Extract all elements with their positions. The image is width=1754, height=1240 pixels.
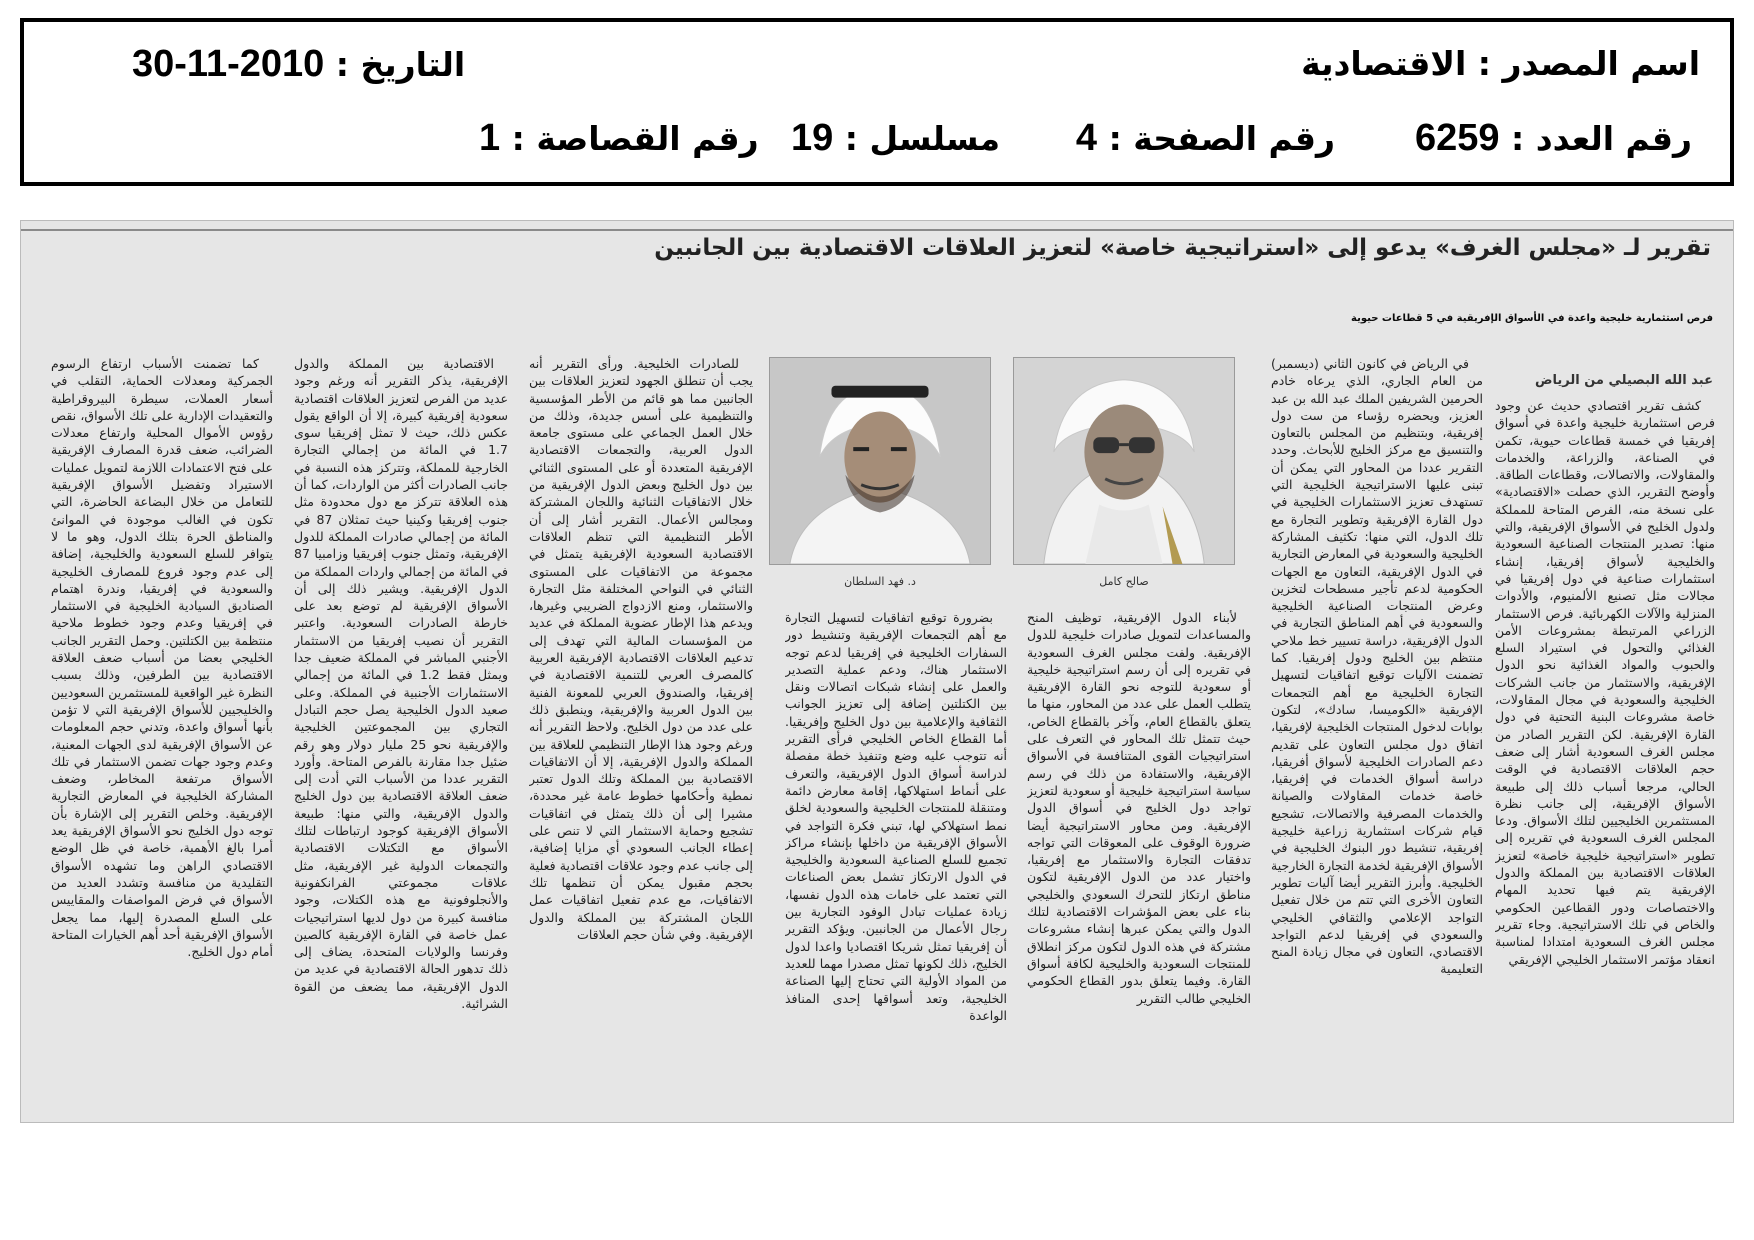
page-label: رقم الصفحة : — [1108, 119, 1335, 158]
text-column-5: للصادرات الخليجية. ورأى التقرير أنه يجب أن تنطلق الجهود لتعزيز العلاقات بين الجانبين مما هو قائم من الأطر المؤسسية والتنظيمية على أسس جديدة، وذلك من خلال العمل الجماعي على مستوى جامعة الدول العربية، والتجمعات الاقتصادية الإفريقية المتعددة أو على المستوى الثنائي بين دول الخليج وبعض الدول الإفريقية من خلال الاتفاقيات الثنائية واللجان المشتركة ومجالس الأعمال. التقرير أشار إلى أن الأطر التنظيمية التي تنظم العلاقات الاقتصادية السعودية الإفريقية يتمثل في مجموعة من الاتفاقيات على المستوى الثنائي في النواحي المختلفة مثل التجارة والاستثمار، ومنع الازدواج الضريبي وغيرها، ويدعم هذا الإطار عضوية المملكة في عديد من المؤسسات المالية التي تهدف إلى تدعيم العلاقات الاقتصادية الإفريقية العربية كالمصرف العربي للتنمية الاقتصادية في إفريقيا، والصندوق العربي للمعونة الفنية بين الدول العربية والإفريقية، وينطبق ذلك على عدد من دول الخليج. ولاحظ التقرير أنه ورغم وجود هذا الإطار التنظيمي للعلاقة بين المملكة والدول الإفريقية، إلا أن الاتفاقيات الاقتصادية بين المملكة وتلك الدول تعتبر نمطية وأحكامها خطوط عامة غير محددة، مشيرا إلى أن ذلك يتمثل في اتفاقيات تشجيع وحماية الاستثمار التي لا تنص على إعطاء الجانب السعودي أي مزايا إضافية، إلى جانب عدم وجود علاقات اقتصادية فعلية بحجم مقبول يمكن أن تنظمها تلك الاتفاقيات، مع عدم تفعيل اتفاقيات عمل اللجان المشتركة بين المملكة والدول الإفريقية. وفي شأن حجم العلاقات — [529, 356, 753, 942]
page-field — [1076, 118, 1335, 159]
portrait-1-image — [1014, 358, 1234, 564]
clip-value: 1 — [479, 117, 501, 159]
newspaper-clipping — [20, 220, 1734, 1123]
issue-value: 6259 — [1414, 117, 1500, 159]
serial-label: مسلسل : — [844, 119, 1000, 158]
photo-1-caption: صالح كامل — [1099, 575, 1149, 588]
article-headline: فرص استثمارية خليجية واعدة في الأسواق الإفريقية في 5 قطاعات حيوية — [1351, 313, 1713, 324]
page-value: 4 — [1075, 117, 1098, 159]
article-byline: عبد الله البصيلي من الرياض — [1535, 373, 1713, 388]
date-field — [132, 44, 465, 85]
portrait-2-image — [770, 358, 990, 564]
text-column-3: لأبناء الدول الإفريقية، توظيف المنح والمساعدات لتمويل صادرات خليجية للدول الإفريقية. ولفت مجلس الغرف السعودية في تقريره إلى أن رسم استراتيجية خليجية أو سعودية للتوجه نحو القارة الإفريقية يتطلب العمل على عدد من المحاور، منها ما يتعلق بالقطاع العام، وآخر بالقطاع الخاص، حيث تتمثل تلك المحاور في التعرف على استراتيجيات القوى المتنافسة في الأسواق الإفريقية، والاستفادة من ذلك في رسم سياسة استراتيجية خليجية أو سعودية لتعزيز تواجد دول الخليج في أسواق الدول الإفريقية. ومن محاور الاستراتيجية أيضا ضرورة الوقوف على المعوقات التي تواجه تدفقات التجارة والاستثمار مع إفريقيا، واختيار عدد من الدول الإفريقية لتكون مناطق ارتكاز للتحرك السعودي والخليجي بناء على بعض المؤشرات الاقتصادية لتلك الدول والتي يمكن عبرها إنشاء مشروعات مشتركة في هذه الدول لتكون مركز انطلاق للمنتجات السعودية والخليجية لكافة أسواق القارة. وفيما يتعلق بدور القطاع الحكومي الخليجي طالب التقرير — [1027, 610, 1251, 1006]
source-value: الاقتصادية — [1301, 44, 1467, 83]
text-column-1: كشف تقرير اقتصادي حديث عن وجود فرص استثمارية خليجية واعدة في أسواق إفريقيا في خمسة قطاعات حيوية، تكمن في الصناعة، والزراعة، والخدمات والمقاولات، والاتصالات، وقطاعات الطاقة. وأوضح التقرير، الذي حصلت «الاقتصادية» على نسخة منه، الفرص المتاحة للمملكة ولدول الخليج في الأسواق الإفريقية، والتي منها: تصدير المنتجات الصناعية السعودية والخليجية لأسواق إفريقيا، إنشاء استثمارات صناعية في دول إفريقيا في مجالات مثل تصنيع الألمنيوم، والأدوات المنزلية والآلات الكهربائية. فرص الاستثمار الزراعي المرتبطة بمشروعات الأمن الغذائي والتحول في استيراد السلع والحبوب والمواد الغذائية نحو الدول الإفريقية، والاستثمار من جانب الشركات الخليجية والسعودية في مجال المقاولات، خاصة مشروعات البنية التحتية في دول القارة الإفريقية. لكن التقرير الصادر من مجلس الغرف السعودية أشار إلى ضعف حجم العلاقات الاقتصادية في الوقت الحالي، مرجعا أسباب ذلك إلى طبيعة الأسواق الإفريقية، إلى جانب نظرة المستثمرين الخليجيين لتلك الأسواق. ودعا المجلس الغرف السعودية في تقريره إلى تطوير «استراتيجية خليجية خاصة» لتعزيز العلاقات الاقتصادية بين المملكة والدول الإفريقية يتم فيها تحديد المهام والاختصاصات ودور القطاعين الحكومي والخاص في تلك الاستراتيجية. وجاء تقرير مجلس الغرف السعودية امتدادا لمناسبة انعقاد مؤتمر الاستثمار الخليجي الإفريقي — [1495, 398, 1715, 967]
photo-2-caption: د. فهد السلطان — [844, 575, 916, 588]
text-column-4: بضرورة توقيع اتفاقيات لتسهيل التجارة مع أهم التجمعات الإفريقية وتنشيط دور السفارات الخليجية في إفريقيا لدعم توجه الاستثمار هناك، ودعم عملية التصدير والعمل على إنشاء شبكات اتصالات ونقل بين الكتلتين إضافة إلى تعزيز الجوانب الثقافية والإعلامية بين دول الخليج وإفريقيا. أما القطاع الخاص الخليجي فرأى التقرير أنه تتوجب عليه وضع وتنفيذ خطة مفصلة لدراسة أسواق الدول الإفريقية، والتعرف على أنماط استهلاكها، إقامة معارض دائمة ومتنقلة للمنتجات الخليجية والسعودية لخلق نمط استهلاكي لها، تبني فكرة التواجد في الأسواق الإفريقية من داخلها بإنشاء مراكز تجميع للسلع الصناعية السعودية والخليجية في الدول الارتكاز تشمل بعض الصناعات التي تعتمد على خامات هذه الدول نفسها، زيادة عمليات تبادل الوفود التجارية بين رجال الأعمال من الجانبين. ويؤكد التقرير أن إفريقيا تمثل شريكا اقتصاديا واعدا لدول الخليج، ذلك لكونها تمثل مصدرا مهما للعديد من المواد الأولية التي تحتاج إليها الصناعة الخليجية، وتعد أسواقها إحدى المنافذ الواعدة — [785, 610, 1007, 1023]
serial-field — [791, 118, 1000, 159]
issue-label: رقم العدد : — [1511, 119, 1692, 158]
portrait-photo-2 — [769, 357, 991, 565]
issue-field — [1415, 118, 1692, 159]
portrait-photo-1 — [1013, 357, 1235, 565]
text-column-2: في الرياض في كانون الثاني (ديسمبر) من العام الجاري، الذي يرعاه خادم الحرمين الشريفين الملك عبد الله بن عبد العزيز، ويحضره رؤساء من ست دول إفريقية، وبتنظيم من المجلس بالتعاون والتنسيق مع مركز الخليج للأبحاث. وحدد التقرير عددا من المحاور التي يمكن أن تبنى عليها الاستراتيجية الخليجية التي تستهدف تعزيز الاستثمارات الخليجية في دول القارة الإفريقية وتطوير التجارة مع تلك الدول، التي منها: تكثيف المشاركة الخليجية والسعودية في المعارض التجارية في الدول الإفريقية، التعاون مع الجهات الحكومية لدعم تأجير مسطحات لتخزين وعرض المنتجات الصناعية الخليجية والسعودية في أهم المناطق التجارية في الدول الإفريقية، دراسة تسيير خط ملاحي منتظم بين الخليج ودول إفريقيا. كما تضمنت الآليات توقيع اتفاقيات لتسهيل التجارة الخليجية مع أهم التجمعات الإفريقية «الكوميسا، سادك»، لتكون بوابات لدخول المنتجات الخليجية لإفريقيا، اتفاق دول مجلس التعاون على تقديم دعم الصادرات الخليجية لأسواق أفريقيا، دراسة أسواق الخدمات في إفريقيا، خاصة خدمات المقاولات والصيانة والخدمات المصرفية والاتصالات، تشجيع قيام شركات استثمارية زراعية خليجية إفريقية، تنشيط دور البنوك الخليجية في الأسواق الإفريقية لخدمة التجارة الخارجية الخليجية. وأبرز التقرير أيضا آليات تطوير التعاون الأخرى التي تتم من خلال تفعيل التواجد الإعلامي والثقافي الخليجي والسعودي في إفريقيا لدعم التواجد الاقتصادي، التعاون في مجال زيادة المنح التعليمية — [1271, 356, 1483, 977]
date-value: 30-11-2010 — [132, 43, 325, 85]
date-label: التاريخ : — [335, 45, 466, 84]
article-kicker: تقرير لـ «مجلس الغرف» يدعو إلى «استراتيجية خاصة» لتعزيز العلاقات الاقتصادية بين الجانبين — [654, 235, 1711, 261]
source-field — [1301, 44, 1700, 84]
clip-label: رقم القصاصة : — [511, 119, 759, 158]
top-rule — [21, 229, 1733, 231]
source-label: اسم المصدر : — [1477, 44, 1700, 83]
text-column-7: كما تضمنت الأسباب ارتفاع الرسوم الجمركية ومعدلات الحماية، التقلب في أسعار العملات، سيطرة البيروقراطية والتعقيدات الإدارية على تلك الأسواق، نقص رؤوس الأموال المحلية وارتفاع معدلات الضرائب، ضعف قدرة المصارف الإفريقية على فتح الاعتمادات اللازمة لتمويل عمليات الاستيراد وتفضيل الأسواق الإفريقية للتعامل من خلال البضاعة الحاضرة، التي تكون في الغالب موجودة في الموانئ والمناطق الحرة بتلك الدول، وهو ما لا يتوافر للسلع السعودية والخليجية، إضافة إلى عدم وجود فروع للمصارف الخليجية والسعودية في إفريقيا، وندرة اهتمام الصناديق السيادية الخليجية في الاستثمار في إفريقيا وعدم وجود خطوط ملاحية منتظمة بين الكتلتين. وحمل التقرير الجانب الخليجي بعضا من أسباب ضعف العلاقة الاقتصادية بين الطرفين، وذلك بسبب النظرة غير الواقعية للمستثمرين السعوديين والخليجيين للأسواق الإفريقية التي لا تؤمن بأنها أسواق واعدة، وتدني حجم المعلومات عن الأسواق الإفريقية لدى الجهات المعنية، وعدم وجود جهات تضمن الاستثمار في تلك الأسواق مرتفعة المخاطر، وضعف المشاركة الخليجية في المعارض التجارية الإفريقية. وخلص التقرير إلى الإشارة بأن توجه دول الخليج نحو الأسواق الإفريقية يعد أمرا بالغ الأهمية، خاصة في ظل الوضع الاقتصادي الراهن وما تشهده الأسواق التقليدية من منافسة وتشدد العديد من الأسواق في فرض المواصفات والمقاييس على السلع المصدرة إليها، مما يجعل الأسواق الإفريقية أحد أهم الخيارات المتاحة أمام دول الخليج. — [51, 356, 273, 960]
serial-value: 19 — [791, 117, 834, 159]
text-column-6: الاقتصادية بين المملكة والدول الإفريقية، يذكر التقرير أنه ورغم وجود عديد من الفرص لتعزيز العلاقات اقتصادية سعودية إفريقية كبيرة، إلا أن الواقع يقول عكس ذلك، حيث لا تمثل إفريقيا سوى 1.7 في المائة من إجمالي التجارة الخارجية للمملكة، وتتركز هذه النسبة في جانب الصادرات أكثر من الواردات، كما أن هذه العلاقة تتركز مع دول محدودة مثل جنوب إفريقيا وكينيا حيث تمثلان 87 في المائة من إجمالي صادرات المملكة للدول الإفريقية، وتمثل جنوب إفريقيا وزامبيا 87 في المائة من إجمالي واردات المملكة من الدول الإفريقية. ويشير ذلك إلى أن الأسواق الإفريقية لم توضع بعد على خارطة الصادرات السعودية. واعتبر التقرير أن نصيب إفريقيا من الاستثمار الأجنبي المباشر في المملكة ضعيف جدا ويمثل فقط 1.2 في المائة من إجمالي الاستثمارات الأجنبية في المملكة. وعلى صعيد الدول الخليجية يصل حجم التبادل التجاري بين المجموعتين الخليجية والإفريقية نحو 25 مليار دولار وهو رقم ضئيل جدا مقارنة بالفرص المتاحة. وأورد التقرير عددا من الأسباب التي أدت إلى ضعف العلاقة الاقتصادية بين دول الخليج والدول الإفريقية، والتي منها: طبيعة الأسواق الإفريقية كوجود ارتباطات لتلك الأسواق مع التكتلات الاقتصادية والتجمعات الدولية غير الإفريقية، مثل علاقات مجموعتي الفرانكفونية والأنجلوفونية مع هذه الكتلات، وجود منافسة كبيرة من دول لديها استراتيجيات عمل خاصة في القارة الإفريقية كالصين وفرنسا والولايات المتحدة، يضاف إلى ذلك تدهور الحالة الاقتصادية في عديد من الدول الإفريقية، مما يضعف من القوة الشرائية. — [294, 356, 508, 1011]
clip-field — [479, 118, 759, 159]
document-metadata-box — [20, 18, 1734, 186]
